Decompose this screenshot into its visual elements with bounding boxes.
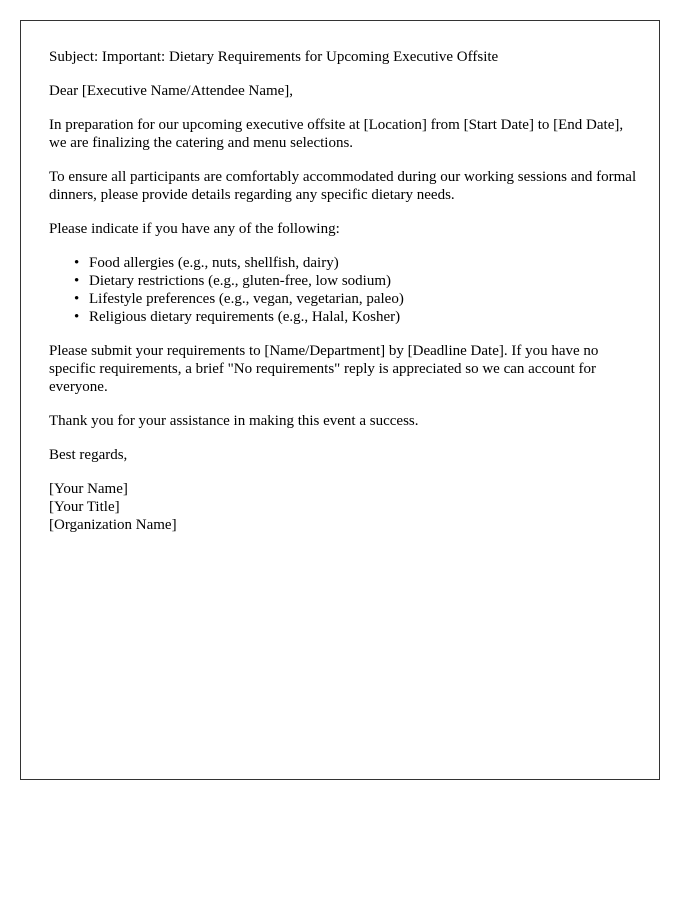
list-intro: Please indicate if you have any of the following: bbox=[49, 221, 340, 237]
bullet-icon: • bbox=[74, 273, 80, 289]
list-item-text: Food allergies (e.g., nuts, shellfish, dairy) bbox=[89, 255, 339, 271]
list-item-text: Religious dietary requirements (e.g., Halal, Kosher) bbox=[89, 309, 401, 325]
bullet-icon: • bbox=[74, 255, 80, 271]
dietary-options-list bbox=[49, 254, 639, 326]
submission-paragraph: Please submit your requirements to [Name/Department] by [Deadline Date]. If you have no specific requirements, a brief "No requirements" reply is appreciated so we can account for everyone. bbox=[49, 343, 599, 395]
signature-name: [Your Name] bbox=[49, 481, 128, 497]
signature-organization: [Organization Name] bbox=[49, 517, 177, 533]
list-item-text: Lifestyle preferences (e.g., vegan, vegetarian, paleo) bbox=[89, 291, 404, 307]
thanks-paragraph: Thank you for your assistance in making this event a success. bbox=[49, 413, 419, 429]
closing: Best regards, bbox=[49, 447, 128, 463]
subject-line: Subject: Important: Dietary Requirements for Upcoming Executive Offsite bbox=[49, 49, 499, 65]
signature-title: [Your Title] bbox=[49, 499, 120, 515]
list-item bbox=[74, 272, 639, 290]
bullet-icon: • bbox=[74, 291, 80, 307]
letter-page bbox=[20, 20, 660, 780]
intro-paragraph: In preparation for our upcoming executive offsite at [Location] from [Start Date] to [End Date], we are finalizing the catering and menu selections. bbox=[49, 117, 624, 151]
list-item bbox=[74, 290, 639, 308]
list-item bbox=[74, 254, 639, 272]
list-item bbox=[74, 308, 639, 326]
salutation: Dear [Executive Name/Attendee Name], bbox=[49, 83, 294, 99]
bullet-icon: • bbox=[74, 309, 80, 325]
letter-body bbox=[49, 48, 639, 550]
list-item-text: Dietary restrictions (e.g., gluten-free, low sodium) bbox=[89, 273, 391, 289]
purpose-paragraph: To ensure all participants are comfortably accommodated during our working sessions and formal dinners, please provide details regarding any specific dietary needs. bbox=[49, 169, 637, 203]
signature-block bbox=[49, 480, 639, 534]
